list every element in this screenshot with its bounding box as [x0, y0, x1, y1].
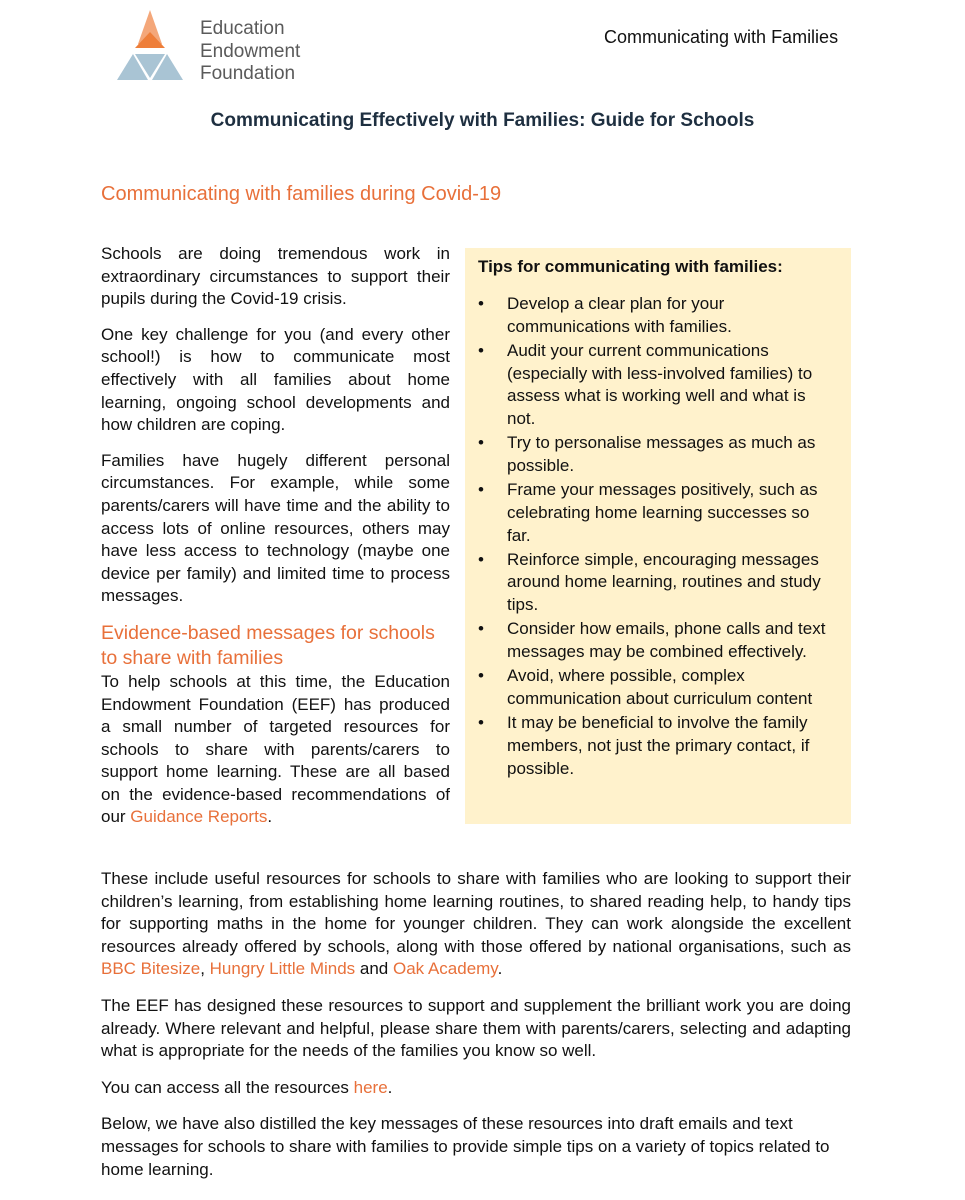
eef-logo	[117, 10, 317, 85]
tip-item: • It may be beneficial to involve the family members, not just the primary contact, if possible.	[478, 712, 837, 780]
tip-item: • Avoid, where possible, complex communication about curriculum content	[478, 665, 837, 710]
tips-box	[465, 248, 851, 824]
paragraph-3: Families have hugely different personal circumstances. For example, while some parents/carers will have time and the ability to access lots of online resources, others may have less access to technology (maybe one device per family) and limited time to process messages.	[101, 450, 450, 606]
tips-title: Tips for communicating with families:	[478, 257, 783, 276]
paragraph-7-text: You can access all the resources	[101, 1077, 354, 1097]
section-heading: Communicating with families during Covid-19	[101, 183, 502, 205]
left-column	[101, 243, 450, 842]
paragraph-6: The EEF has designed these resources to support and supplement the brilliant work you are doing already. Where relevant and helpful, please share them with parents/carers, selecting and adapting what is appropriate for the needs of the families you know so well.	[101, 995, 851, 1061]
bbc-bitesize-link[interactable]: BBC Bitesize	[101, 959, 201, 979]
eef-logo-icon	[117, 10, 197, 85]
full-width-text	[101, 868, 851, 1195]
tip-item: • Frame your messages positively, such as celebrating home learning successes so far.	[478, 479, 837, 547]
tip-item: • Develop a clear plan for your communications with families.	[478, 293, 837, 338]
paragraph-7-end: .	[387, 1077, 393, 1097]
paragraph-8: Below, we have also distilled the key messages of these resources into draft emails and text messages for schools to share with families to provide simple tips on a variety of topics related to home learning.	[101, 1114, 830, 1179]
hungry-little-minds-link[interactable]: Hungry Little Minds	[209, 959, 356, 979]
paragraph-7	[101, 1077, 851, 1100]
tip-item: • Try to personalise messages as much as possible.	[478, 432, 837, 477]
paragraph-5-sep-1: ,	[200, 959, 210, 979]
paragraph-5-end: .	[497, 959, 503, 979]
tip-item: • Consider how emails, phone calls and text messages may be combined effectively.	[478, 618, 837, 663]
tips-list	[478, 293, 837, 780]
guidance-reports-link[interactable]: Guidance Reports	[130, 807, 268, 827]
oak-academy-link[interactable]: Oak Academy	[392, 959, 498, 979]
logo-line-2: Endowment	[200, 40, 301, 62]
evidence-subheading: Evidence-based messages for schools to share with families	[101, 621, 435, 669]
tip-item: • Reinforce simple, encouraging messages around home learning, routines and study tips.	[478, 549, 837, 617]
paragraph-5-sep-2: and	[355, 959, 393, 979]
running-header: Communicating with Families	[604, 27, 839, 47]
paragraph-1: Schools are doing tremendous work in extraordinary circumstances to support their pupils during the Covid-19 crisis.	[101, 244, 450, 309]
resources-here-link[interactable]: here	[353, 1077, 388, 1097]
logo-wordmark	[200, 18, 300, 86]
paragraph-5	[101, 868, 851, 981]
logo-line-1: Education	[200, 18, 285, 39]
tip-item: • Audit your current communications (especially with less-involved families) to assess what is working well and what is not.	[478, 340, 837, 431]
logo-line-3: Foundation	[200, 63, 296, 84]
paragraph-4-text: To help schools at this time, the Education Endowment Foundation (EEF) has produced a small number of targeted resources for schools to share with parents/carers to support home learning. These are all based on the evidence-based recommendations of our	[101, 671, 450, 827]
paragraph-5-text: These include useful resources for schools to share with families who are looking to support their children’s learning, from establishing home learning routines, to shared reading help, to handy tips for supporting maths in the home for younger children. They can work alongside the excellent resources already offered by schools, along with those offered by national organisations, such as	[101, 869, 851, 956]
paragraph-4	[101, 671, 450, 829]
paragraph-4-end: .	[267, 807, 273, 827]
paragraph-2: One key challenge for you (and every other school!) is how to communicate most effectively with all families about home learning, ongoing school developments and how children are coping.	[101, 324, 450, 435]
document-title: Communicating Effectively with Families: Guide for Schools	[210, 110, 755, 131]
